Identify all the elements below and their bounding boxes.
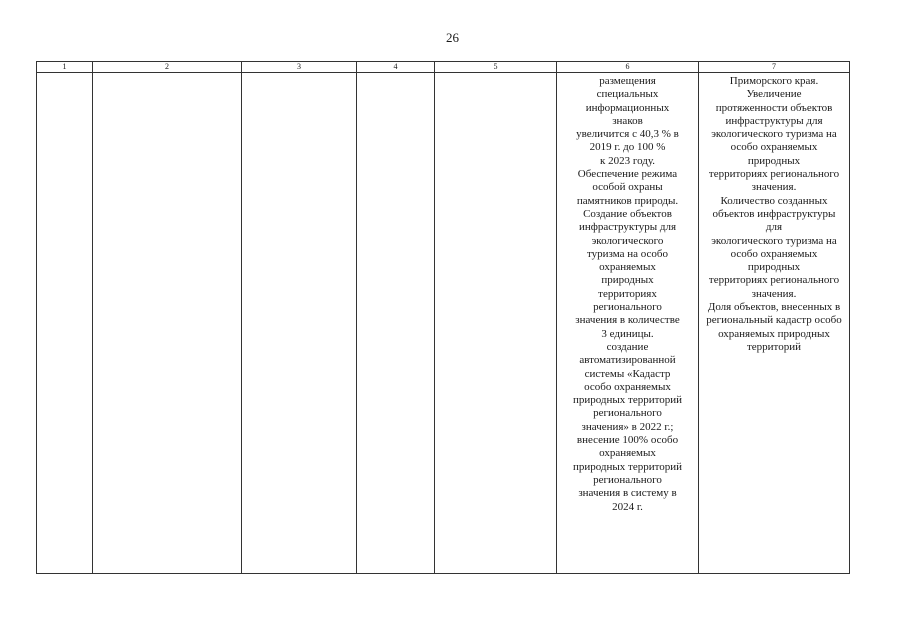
table-row <box>37 73 850 574</box>
column-header-7: 7 <box>699 62 850 73</box>
table-cell-col3 <box>242 73 357 574</box>
cell-text-col5 <box>435 73 556 75</box>
column-header-2: 2 <box>93 62 242 73</box>
column-header-3: 3 <box>242 62 357 73</box>
table-cell-col4 <box>357 73 435 574</box>
table-cell-col5 <box>435 73 557 574</box>
table-cell-col2 <box>93 73 242 574</box>
column-header-4: 4 <box>357 62 435 73</box>
page-number: 26 <box>446 30 459 45</box>
cell-text-col3 <box>242 73 356 75</box>
table-header-row <box>37 62 850 73</box>
cell-text-col4 <box>357 73 434 75</box>
column-header-6: 6 <box>557 62 699 73</box>
cell-text-col1 <box>37 73 92 75</box>
cell-text-col7: Приморского края. Увеличение протяженности объектов инфраструктуры для экологического туризма на особо охраняемых природных территориях регионального значения. Количество созданных объектов инфраструктуры для экологического туризма на особо охраняемых природных территориях регионального значения. Доля объектов, внесенных в региональный кадастр особо охраняемых природных территорий <box>706 75 842 353</box>
table-cell-col1 <box>37 73 93 574</box>
column-header-5: 5 <box>435 62 557 73</box>
table-cell-col7 <box>699 73 850 574</box>
cell-text-col2 <box>93 73 241 75</box>
document-table <box>36 61 850 574</box>
column-header-1: 1 <box>37 62 93 73</box>
table-cell-col6 <box>557 73 699 574</box>
cell-text-col6: размещения специальных информационных знаков увеличится с 40,3 % в 2019 г. до 100 % к 2023 году. Обеспечение режима особой охраны памятников природы. Создание объектов инфраструктуры для экологического туризма на особо охраняемых природных территориях регионального значения в количестве 3 единицы. создание автоматизированной системы «Кадастр особо охраняемых природных территорий регионального значения» в 2022 г.; внесение 100% особо охраняемых природных территорий регионального значения в систему в 2024 г. <box>572 75 683 513</box>
